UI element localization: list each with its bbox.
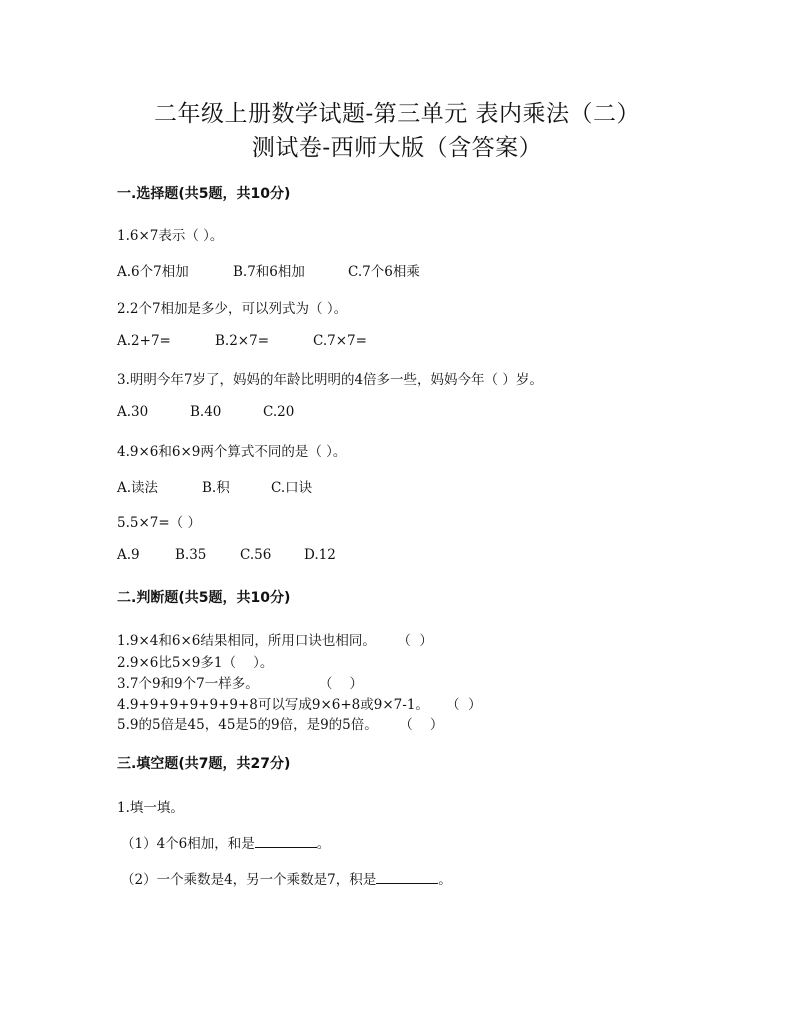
subquestion-text: （2）一个乘数是4，另一个乘数是7，积是 — [121, 872, 377, 888]
section-heading-fill: 三.填空题(共7题，共27分) — [117, 756, 291, 772]
section-heading-judge: 二.判断题(共5题，共10分) — [117, 590, 291, 606]
option-c: C.56 — [240, 547, 272, 563]
option-b: B.2×7= — [215, 333, 270, 349]
option-a: A.6个7相加 — [117, 264, 189, 280]
judge-item: 5.9的5倍是45，45是5的9倍，是9的5倍。 （ ） — [117, 717, 444, 733]
fill-subquestion-1 — [121, 832, 330, 852]
answer-blank[interactable] — [376, 869, 438, 884]
option-d: D.12 — [304, 547, 336, 563]
section-heading-choice: 一.选择题(共5题，共10分) — [117, 186, 291, 202]
option-a: A.读法 — [117, 480, 159, 496]
question-text: 1.6×7表示（ ）。 — [117, 228, 224, 244]
subquestion-end: 。 — [438, 872, 452, 888]
option-c: C.7×7= — [313, 333, 367, 349]
option-a: A.30 — [117, 404, 149, 420]
option-c: C.7个6相乘 — [348, 264, 420, 280]
option-b: B.35 — [175, 547, 207, 563]
judge-item: 4.9+9+9+9+9+9+8可以写成9×6+8或9×7-1。 （ ） — [117, 697, 482, 713]
judge-item: 3.7个9和9个7一样多。 （ ） — [117, 676, 363, 692]
question-text: 2.2个7相加是多少，可以列式为（ ）。 — [117, 301, 348, 317]
subquestion-end: 。 — [316, 836, 331, 852]
page-title-line-2: 测试卷-西师大版（含答案） — [251, 135, 543, 161]
question-text: 1.填一填。 — [117, 800, 184, 816]
option-a: A.9 — [117, 547, 140, 563]
option-b: B.40 — [190, 404, 222, 420]
subquestion-text: （1）4个6相加，和是 — [121, 836, 255, 852]
option-c: C.口诀 — [271, 480, 313, 496]
question-text: 3.明明今年7岁了，妈妈的年龄比明明的4倍多一些，妈妈今年（ ）岁。 — [117, 372, 543, 388]
option-c: C.20 — [263, 404, 295, 420]
judge-item: 2.9×6比5×9多1（ ）。 — [117, 655, 274, 671]
answer-blank[interactable] — [255, 833, 317, 848]
page-title-line-1: 二年级上册数学试题-第三单元 表内乘法（二） — [153, 101, 641, 127]
option-b: B.积 — [202, 480, 230, 496]
option-a: A.2+7= — [117, 333, 171, 349]
fill-subquestion-2 — [121, 868, 452, 888]
question-text: 5.5×7=（ ） — [117, 515, 201, 531]
question-text: 4.9×6和6×9两个算式不同的是（ ）。 — [117, 444, 347, 460]
option-b: B.7和6相加 — [233, 264, 305, 280]
judge-item: 1.9×4和6×6结果相同，所用口诀也相同。 （ ） — [117, 633, 433, 649]
